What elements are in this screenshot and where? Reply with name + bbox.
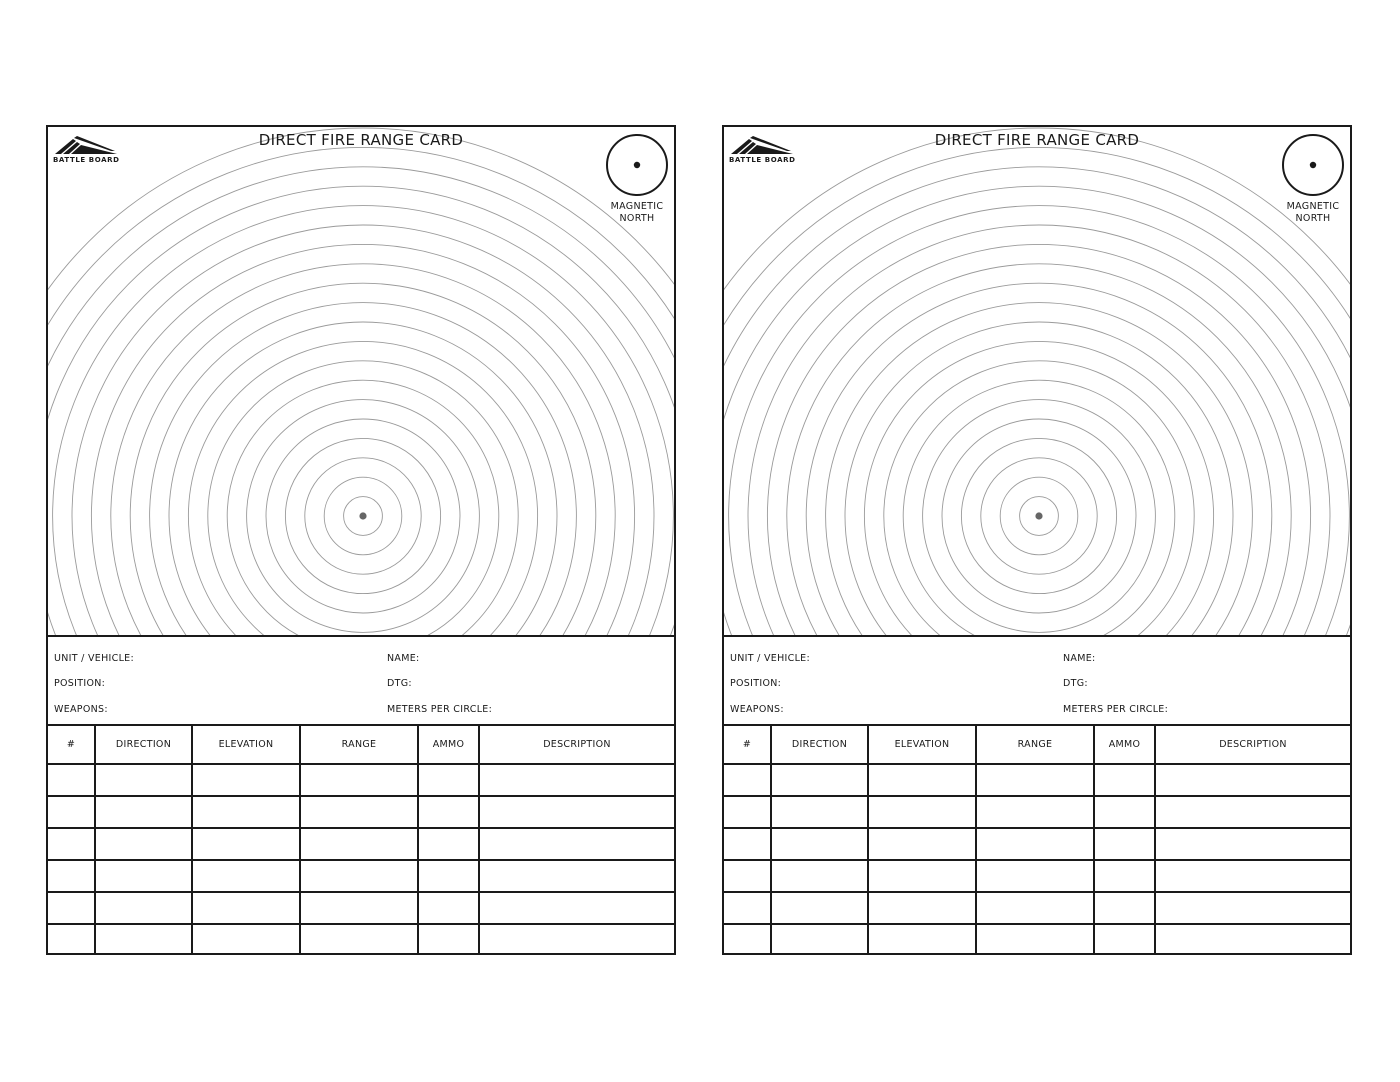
cell-ammo[interactable] <box>418 796 479 828</box>
cell-direction[interactable] <box>771 892 868 924</box>
table-row <box>724 764 1350 796</box>
cell-number[interactable] <box>724 764 771 796</box>
target-table <box>48 724 674 955</box>
cell-range[interactable] <box>300 924 418 955</box>
cell-description[interactable] <box>1155 892 1350 924</box>
cell-direction[interactable] <box>95 796 192 828</box>
cell-direction[interactable] <box>95 924 192 955</box>
meters-per-circle-field[interactable]: METERS PER CIRCLE: <box>1063 704 1169 715</box>
cell-range[interactable] <box>300 764 418 796</box>
cell-range[interactable] <box>976 796 1094 828</box>
cell-direction[interactable] <box>771 860 868 892</box>
cell-ammo[interactable] <box>1094 764 1155 796</box>
cell-elevation[interactable] <box>192 892 300 924</box>
cell-range[interactable] <box>976 924 1094 955</box>
table-row <box>48 828 674 860</box>
dtg-field[interactable]: DTG: <box>1063 678 1088 689</box>
cell-elevation[interactable] <box>192 860 300 892</box>
cell-range[interactable] <box>300 860 418 892</box>
range-ring <box>903 380 1175 635</box>
cell-direction[interactable] <box>771 828 868 860</box>
cell-ammo[interactable] <box>1094 924 1155 955</box>
cell-ammo[interactable] <box>418 860 479 892</box>
cell-description[interactable] <box>1155 796 1350 828</box>
cell-ammo[interactable] <box>1094 860 1155 892</box>
cell-ammo[interactable] <box>418 828 479 860</box>
cell-ammo[interactable] <box>1094 892 1155 924</box>
dtg-field[interactable]: DTG: <box>387 678 412 689</box>
col-header-elevation: ELEVATION <box>868 725 976 764</box>
cell-description[interactable] <box>479 828 674 860</box>
cell-range[interactable] <box>976 828 1094 860</box>
cell-range[interactable] <box>300 828 418 860</box>
cell-elevation[interactable] <box>192 764 300 796</box>
compass-icon <box>605 133 669 197</box>
cell-range[interactable] <box>976 892 1094 924</box>
position-center-dot <box>359 512 366 519</box>
range-ring <box>724 167 1350 635</box>
cell-ammo[interactable] <box>1094 828 1155 860</box>
cell-elevation[interactable] <box>868 796 976 828</box>
range-ring <box>130 283 596 635</box>
logo-text: BATTLE BOARD <box>53 156 120 164</box>
range-ring <box>845 322 1233 635</box>
range-ring <box>48 186 674 635</box>
range-ring <box>806 283 1272 635</box>
cell-ammo[interactable] <box>418 892 479 924</box>
range-card-right <box>722 125 1352 955</box>
cell-direction[interactable] <box>771 764 868 796</box>
range-ring <box>53 206 674 635</box>
table-row <box>724 892 1350 924</box>
cell-elevation[interactable] <box>868 892 976 924</box>
cell-elevation[interactable] <box>192 924 300 955</box>
cell-description[interactable] <box>479 892 674 924</box>
range-ring <box>826 303 1253 635</box>
col-header-direction: DIRECTION <box>771 725 868 764</box>
range-ring <box>150 303 577 635</box>
target-table <box>724 724 1350 955</box>
cell-elevation[interactable] <box>192 828 300 860</box>
range-rings <box>48 127 674 635</box>
col-header-elevation: ELEVATION <box>192 725 300 764</box>
range-ring <box>111 264 615 635</box>
cell-elevation[interactable] <box>868 828 976 860</box>
unit-vehicle-field[interactable]: UNIT / VEHICLE: <box>54 653 134 664</box>
cell-description[interactable] <box>1155 924 1350 955</box>
card-info <box>724 635 1350 725</box>
cell-number[interactable] <box>48 924 95 955</box>
cell-description[interactable] <box>1155 860 1350 892</box>
sector-chart <box>48 127 674 635</box>
cell-elevation[interactable] <box>868 924 976 955</box>
cell-range[interactable] <box>300 796 418 828</box>
cell-direction[interactable] <box>771 924 868 955</box>
col-header-range: RANGE <box>976 725 1094 764</box>
cell-number[interactable] <box>724 924 771 955</box>
cell-range[interactable] <box>976 860 1094 892</box>
cell-description[interactable] <box>479 924 674 955</box>
cell-range[interactable] <box>976 764 1094 796</box>
cell-number[interactable] <box>724 796 771 828</box>
weapons-field[interactable]: WEAPONS: <box>54 704 108 715</box>
magnetic-north-label: MAGNETIC NORTH <box>610 201 664 224</box>
cell-number[interactable] <box>48 860 95 892</box>
table-row <box>724 924 1350 955</box>
weapons-field[interactable]: WEAPONS: <box>730 704 784 715</box>
table-row <box>48 860 674 892</box>
col-header-number: # <box>48 725 95 764</box>
cell-description[interactable] <box>479 764 674 796</box>
table-row <box>724 828 1350 860</box>
cell-description[interactable] <box>479 860 674 892</box>
range-ring <box>188 341 537 635</box>
name-field[interactable]: NAME: <box>387 653 420 664</box>
col-header-direction: DIRECTION <box>95 725 192 764</box>
card-info <box>48 635 674 725</box>
range-card-left <box>46 125 676 955</box>
cell-direction[interactable] <box>95 764 192 796</box>
cell-number[interactable] <box>48 892 95 924</box>
col-header-description: DESCRIPTION <box>479 725 674 764</box>
cell-direction[interactable] <box>771 796 868 828</box>
range-rings <box>724 127 1350 635</box>
cell-elevation[interactable] <box>868 860 976 892</box>
range-ring <box>787 264 1291 635</box>
col-header-number: # <box>724 725 771 764</box>
cell-description[interactable] <box>479 796 674 828</box>
range-ring <box>227 380 499 635</box>
col-header-description: DESCRIPTION <box>1155 725 1350 764</box>
table-row <box>724 796 1350 828</box>
sector-chart <box>724 127 1350 635</box>
cell-number[interactable] <box>724 828 771 860</box>
cell-number[interactable] <box>48 828 95 860</box>
col-header-ammo: AMMO <box>418 725 479 764</box>
range-ring <box>748 225 1330 635</box>
range-ring <box>48 167 674 635</box>
cell-number[interactable] <box>48 764 95 796</box>
range-ring <box>169 322 557 635</box>
cell-description[interactable] <box>1155 764 1350 796</box>
cell-number[interactable] <box>724 892 771 924</box>
position-center-dot <box>1035 512 1042 519</box>
meters-per-circle-field[interactable]: METERS PER CIRCLE: <box>387 704 493 715</box>
logo-text: BATTLE BOARD <box>729 156 796 164</box>
table-row <box>48 924 674 955</box>
cell-ammo[interactable] <box>418 924 479 955</box>
cell-direction[interactable] <box>95 828 192 860</box>
cell-range[interactable] <box>300 892 418 924</box>
cell-direction[interactable] <box>95 860 192 892</box>
table-row <box>48 892 674 924</box>
cell-ammo[interactable] <box>1094 796 1155 828</box>
cell-elevation[interactable] <box>192 796 300 828</box>
range-ring <box>724 186 1350 635</box>
table-row <box>724 860 1350 892</box>
range-ring <box>48 128 674 635</box>
range-ring <box>724 128 1350 635</box>
table-row <box>48 796 674 828</box>
position-field[interactable]: POSITION: <box>730 678 782 689</box>
table-row <box>48 764 674 796</box>
name-field[interactable]: NAME: <box>1063 653 1096 664</box>
cell-ammo[interactable] <box>418 764 479 796</box>
card-title: DIRECT FIRE RANGE CARD <box>258 131 464 149</box>
compass-icon <box>1281 133 1345 197</box>
cell-direction[interactable] <box>95 892 192 924</box>
position-field[interactable]: POSITION: <box>54 678 106 689</box>
col-header-range: RANGE <box>300 725 418 764</box>
cell-description[interactable] <box>1155 828 1350 860</box>
cell-number[interactable] <box>48 796 95 828</box>
range-ring <box>729 206 1350 635</box>
range-ring <box>48 147 674 635</box>
cell-number[interactable] <box>724 860 771 892</box>
range-ring <box>724 147 1350 635</box>
col-header-ammo: AMMO <box>1094 725 1155 764</box>
range-ring <box>72 225 654 635</box>
range-ring <box>864 341 1213 635</box>
card-title: DIRECT FIRE RANGE CARD <box>934 131 1140 149</box>
magnetic-north-label: MAGNETIC NORTH <box>1286 201 1340 224</box>
cell-elevation[interactable] <box>868 764 976 796</box>
unit-vehicle-field[interactable]: UNIT / VEHICLE: <box>730 653 810 664</box>
